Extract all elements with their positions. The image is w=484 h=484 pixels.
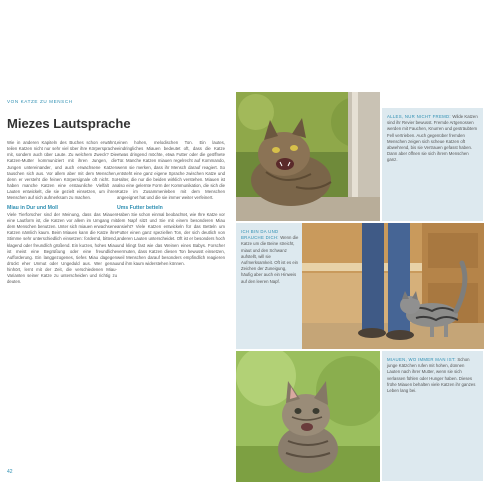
photo-hissing-cat [236,92,380,221]
paragraph: Wie in anderen Kapiteln des Buches schon erwähnt, teilen Katzen nicht nur sehr viel über ihre Körpersprache mit, sondern auch über Laute. Zu welchem Zweck? Die Katzen-Mutter kommuniziert mit ihren Jungen, die Jungen untereinander, und auch erwachsene Katzen tauschen sich aus. Vor allem aber mit dem Menschen, denn er versteht die feinen Körpersignale oft nicht. So haben manche Katzen eine erstaunliche Vielfalt an Lauten entwickelt, die sie gezielt einsetzen, um ihren Menschen auf sich aufmerksam zu machen. [7,140,117,201]
subheading: Miau in Dur und Moll [7,204,59,211]
caption-text: Schon junge Kätzchen rufen mit hohen, dünnen Lauten nach ihrer Mutter, wenn sie sich verlassen fühlen oder Hunger haben. Dieses frühe Miauen behalten viele Katzen ihr ganzes Leben lang bei. [387,357,476,394]
page-title: Miezes Lautsprache [7,116,131,131]
caption-title: MIAUEN, WO IMMER MAN IST: [387,357,458,362]
caption-box [382,351,483,481]
photo-kitten [236,351,380,482]
kitten-image [236,351,380,482]
caption-title: ICH BIN DA UND BRAUCHE DICH: [241,229,281,241]
paragraph: Viele Tierforscher sind der Meinung, dass das Miauen eine Lautform ist, die Katzen vor allem im Umgang mit dem Menschen benutzen. Unter sich miauen erwachsene Katzen nämlich kaum. Beim Miauen kann die Katze ihre Stimme sehr unterschiedlich einsetzen: fordernd, bittend, klagend oder freundlich grüßend. Ein kurzes, hohes Miau ist meist eine Begrüßung oder eine freundliche Aufforderung. Ein langgezogenes, tiefes Miau dagegen drückt eher Unmut oder Ungeduld aus. Wer genau hinhört, lernt mit der Zeit, die verschiedenen Miau-Varianten seiner Katze zu unterscheiden und richtig zu deuten. [7,211,117,285]
text-column-left [7,140,117,286]
paragraph: einen hohen, melodischen Ton. Ein lautes, eindringliches Miauen bedeutet oft, dass die Katze etwas dringend möchte, etwa Futter oder die geöffnete Tür. Manche Katzen miauen regelrecht auf Kommando, wenn sie merken, dass ihr Mensch darauf reagiert. So entsteht eine ganz eigene Sprache zwischen Katze und Halter, die nur die beiden wirklich verstehen. Miauen ist also eine gelernte Form der Kommunikation, die sich die Katze im Zusammenleben mit dem Menschen angeeignet hat und die sie immer weiter verfeinert. [117,140,225,201]
cat-at-legs-image [302,223,484,349]
text-column-right [117,140,225,267]
hissing-cat-image [236,92,380,221]
photo-cat-at-legs [302,223,484,349]
caption-box [382,108,483,221]
caption-box [236,223,302,349]
paragraph: Haben Sie schon einmal beobachtet, wie Ihre Katze vor dem Napf sitzt und Sie mit einem besonderen Miau ansieht? Viele Katzen entwickeln für das Betteln um Futter einen ganz speziellen Ton, der sich deutlich von anderen Lauten unterscheidet. Oft ist er besonders hoch und klingt fast wie das Weinen eines Babys. Forscher vermuten, dass Katzen diesen Ton bewusst einsetzen, weil Menschen darauf besonders empfindlich reagieren und ihm kaum widerstehen können. [117,211,225,266]
caption-text: Wilde Katzen sind ihr Revier bewusst. Fremde Artgenossen werden mit Fauchen, Knurren und gesträubtem Fell vertrieben. Auch gegenüber fremden Menschen zeigen sich scheue Katzen oft abwehrend, bis sie Vertrauen gefasst haben. Dann aber öffnen sie sich ihrem Menschen ganz. [387,114,478,163]
caption-title: ALLES, NUR NICHT FREMD: [387,114,453,119]
subheading: Ums Futter betteln [117,204,163,211]
page-number: 42 [7,469,13,475]
caption-text: Wenn die Katze um die Beine streicht, miaut und den Schwanz aufstellt, will sie Aufmerksamkeit. Oft ist es ein Zeichen der Zuneigung, häufig aber auch ein Hinweis auf den leeren Napf. [241,235,299,284]
section-label: VON KATZE ZU MENSCH [7,99,73,104]
